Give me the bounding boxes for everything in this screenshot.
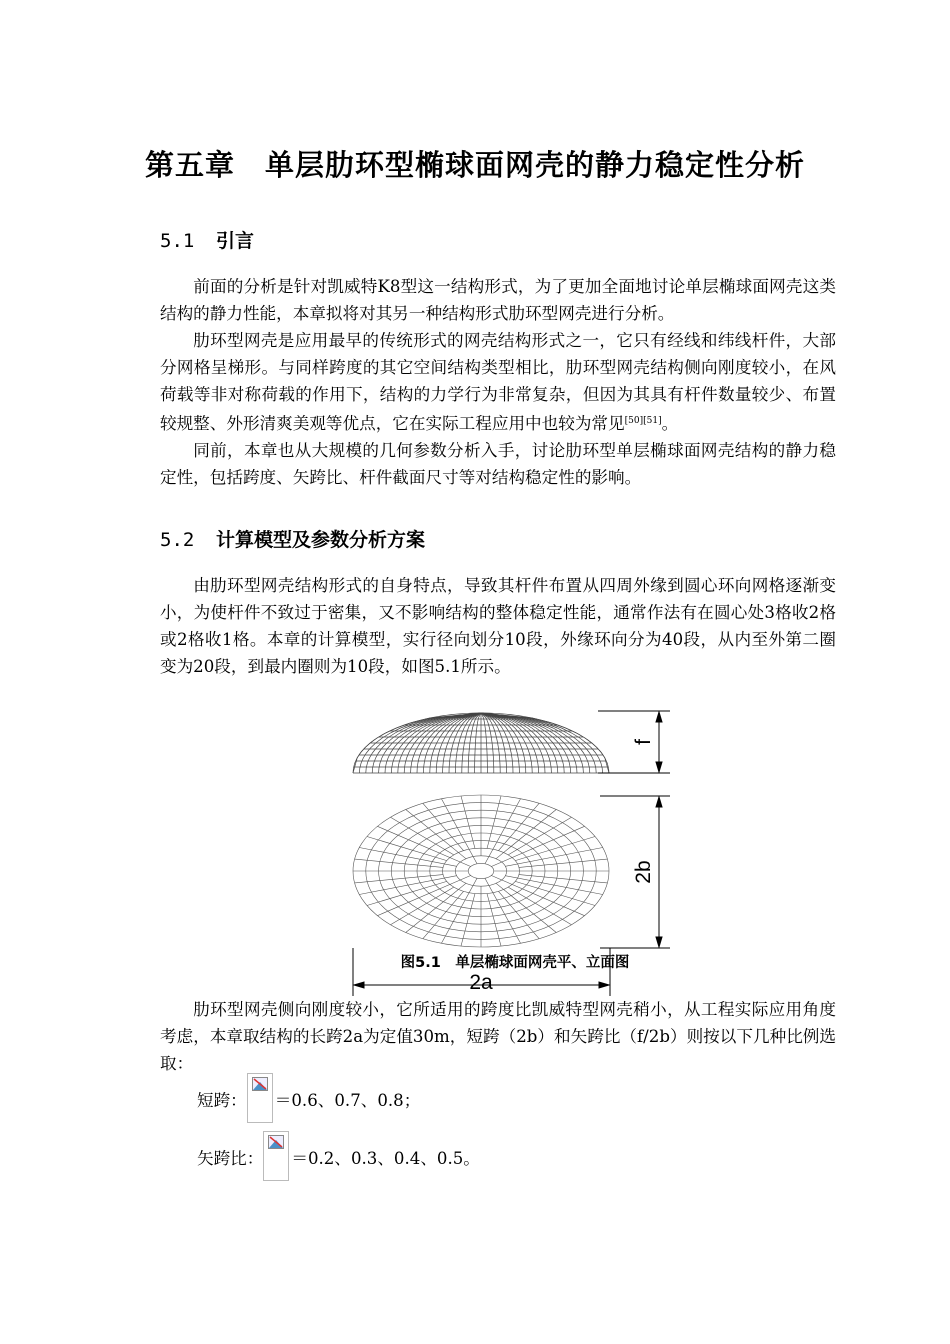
- model-text: [160, 572, 836, 680]
- citation: [50][51]: [624, 416, 662, 426]
- section-title: 计算模型及参数分析方案: [216, 529, 426, 551]
- broken-image-icon: [252, 1077, 268, 1091]
- ratio-label: 矢跨比：: [197, 1149, 264, 1168]
- ratio-label: 短跨：: [197, 1091, 247, 1110]
- paragraph: [160, 327, 836, 437]
- intro-text: [160, 273, 836, 491]
- figure-caption: 图5.1 单层椭球面网壳平、立面图: [400, 955, 630, 971]
- chapter-title: 第五章 单层肋环型椭球面网壳的静力稳定性分析: [144, 148, 805, 182]
- section-number: 5.1: [160, 230, 195, 252]
- formula-image-placeholder: [247, 1073, 273, 1123]
- section-title: 引言: [216, 230, 255, 252]
- paragraph: 由肋环型网壳结构形式的自身特点，导致其杆件布置从四周外缘到圆心环向网格逐渐变小，为使杆件不致过于密集，又不影响结构的整体稳定性能，通常作法有在圆心处3格收2格或2格收1格。本章的计算模型，实行径向划分10段，外缘环向分为40段，从内至外第二圈变为20段，到最内圈则为10段，如图5.1所示。: [160, 576, 836, 676]
- dim-label-f: f: [632, 739, 655, 745]
- ratio-values: ＝0.6、0.7、0.8；: [274, 1091, 421, 1110]
- ratio-short-span: [197, 1073, 420, 1123]
- formula-image-placeholder: [263, 1131, 289, 1181]
- dim-label-2a: 2a: [469, 971, 493, 994]
- ratio-rise-span: [197, 1131, 480, 1181]
- plan-view: [353, 795, 609, 947]
- paragraph-text: 肋环型网壳是应用最早的传统形式的网壳结构形式之一，它只有经线和纬线杆件，大部分网格呈梯形。与同样跨度的其它空间结构类型相比，肋环型网壳结构侧向刚度较小，在风荷载等非对称荷载的作用下，结构的力学行为非常复杂，但因为其具有杆件数量较少、布置较规整、外形清爽美观等优点，它在实际工程应用中也较为常见: [160, 331, 836, 433]
- paragraph: 前面的分析是针对凯威特K8型这一结构形式，为了更加全面地讨论单层椭球面网壳这类结构的静力性能，本章拟将对其另一种结构形式肋环型网壳进行分析。: [160, 277, 836, 323]
- paragraph-end: 。: [661, 414, 679, 433]
- elevation-view: [353, 713, 609, 773]
- paragraph: 同前，本章也从大规模的几何参数分析入手，讨论肋环型单层椭球面网壳结构的静力稳定性，包括跨度、矢跨比、杆件截面尺寸等对结构稳定性的影响。: [160, 441, 836, 487]
- section-heading-5-2: [160, 525, 425, 552]
- dim-label-2b: 2b: [632, 860, 655, 884]
- section-number: 5.2: [160, 529, 195, 551]
- ratio-values: ＝0.2、0.3、0.4、0.5。: [291, 1149, 480, 1168]
- paragraph: 肋环型网壳侧向刚度较小，它所适用的跨度比凯威特型网壳稍小，从工程实际应用角度考虑，本章取结构的长跨2a为定值30m，短跨（2b）和矢跨比（f/2b）则按以下几种比例选取：: [160, 1000, 836, 1073]
- model-text-2: [160, 996, 836, 1077]
- broken-image-icon: [268, 1135, 284, 1149]
- section-heading-5-1: [160, 226, 254, 253]
